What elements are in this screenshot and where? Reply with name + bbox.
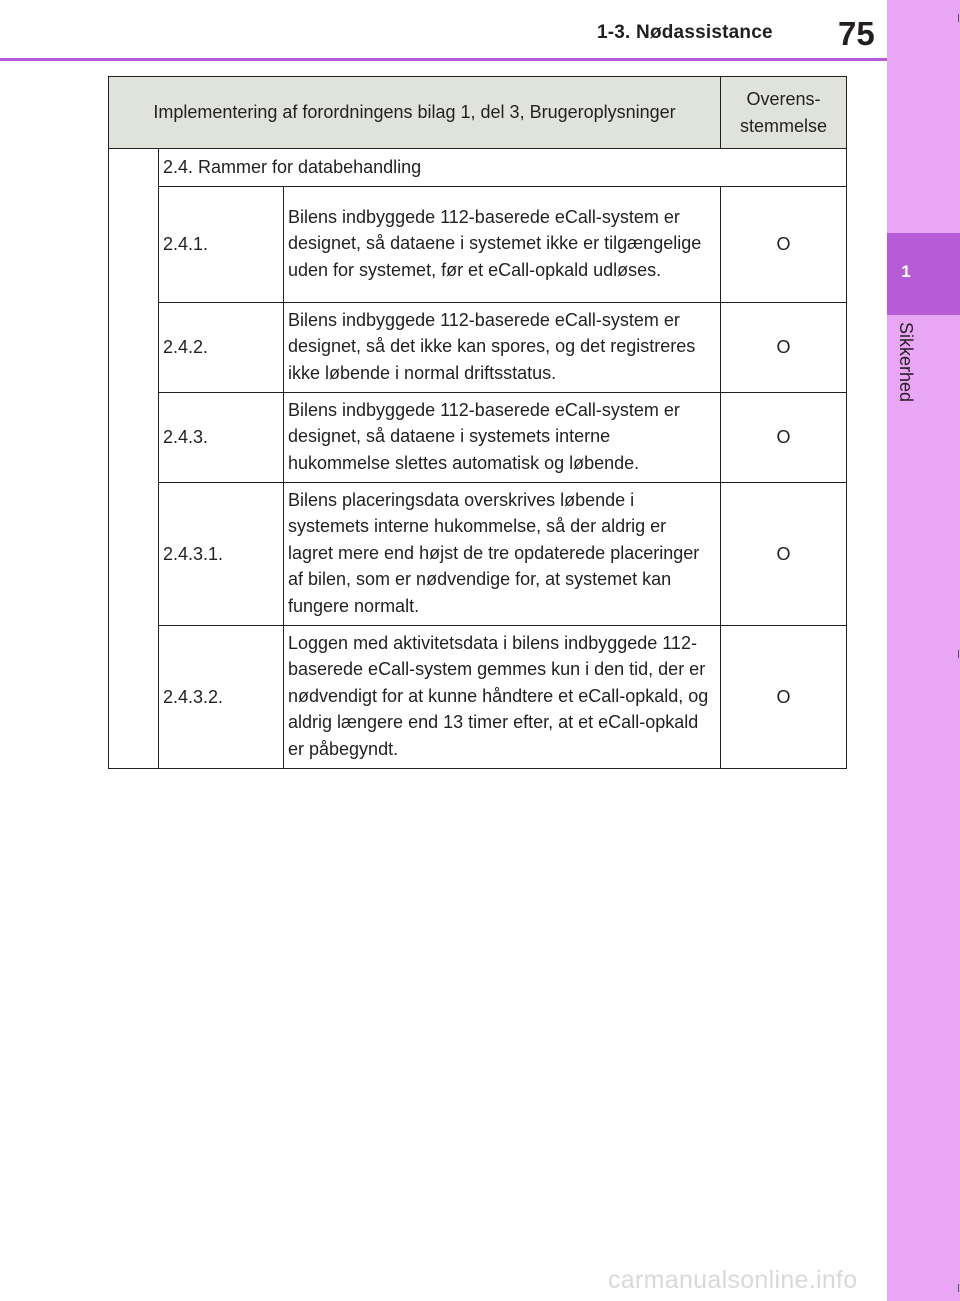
row-text: Bilens indbyggede 112-baserede eCall-system er designet, så dataene i systemets interne hukommelse slettes automatisk og løbende. bbox=[284, 393, 721, 483]
chapter-label: Sikkerhed bbox=[896, 322, 916, 403]
table-row bbox=[109, 393, 847, 483]
row-code: 2.4.1. bbox=[159, 187, 284, 303]
column-header-conformity: Overens- stemmelse bbox=[721, 77, 847, 149]
section-header-title: 1-3. Nødassistance bbox=[597, 22, 773, 43]
row-code: 2.4.2. bbox=[159, 303, 284, 393]
table-row bbox=[109, 483, 847, 626]
table-row bbox=[109, 303, 847, 393]
column-header-implementation: Implementering af forordningens bilag 1, del 3, Brugeroplysninger bbox=[109, 77, 721, 149]
row-text: Bilens placeringsdata overskrives løbende i systemets interne hukommelse, så der aldrig er lagret mere end højst de tre opdaterede placeringer af bilen, som er nødvendige for, at systemet kan fungere normalt. bbox=[284, 483, 721, 626]
crop-mark bbox=[958, 1284, 959, 1292]
crop-mark bbox=[958, 14, 959, 22]
chapter-number: 1 bbox=[901, 262, 911, 281]
side-band bbox=[887, 0, 960, 1301]
row-text: Bilens indbyggede 112-baserede eCall-system er designet, så dataene i systemet ikke er tilgængelige uden for systemet, før et eCall-opkald udløses. bbox=[284, 187, 721, 303]
watermark-text: carmanualsonline.info bbox=[608, 1266, 858, 1294]
row-text: Bilens indbyggede 112-baserede eCall-system er designet, så det ikke kan spores, og det registreres ikke løbende i normal driftsstatus. bbox=[284, 303, 721, 393]
row-code: 2.4.3. bbox=[159, 393, 284, 483]
conformity-mark: O bbox=[721, 393, 847, 483]
conformity-mark: O bbox=[721, 303, 847, 393]
blank-indent-cell bbox=[109, 149, 159, 769]
table-row bbox=[109, 187, 847, 303]
conformity-mark: O bbox=[721, 187, 847, 303]
conformity-mark: O bbox=[721, 626, 847, 769]
header-rule bbox=[0, 58, 887, 61]
table-row bbox=[109, 626, 847, 769]
row-text: Loggen med aktivitetsdata i bilens indbyggede 112-baserede eCall-system gemmes kun i den tid, der er nødvendigt for at kunne håndtere et eCall-opkald, og aldrig længere end 13 timer efter, at et eCall-opkald er påbegyndt. bbox=[284, 626, 721, 769]
conformity-mark: O bbox=[721, 483, 847, 626]
row-code: 2.4.3.2. bbox=[159, 626, 284, 769]
row-code: 2.4.3.1. bbox=[159, 483, 284, 626]
regulation-table bbox=[108, 76, 847, 769]
crop-mark bbox=[958, 650, 959, 658]
section-title-row bbox=[109, 149, 847, 187]
page-number: 75 bbox=[838, 15, 875, 52]
table-header-row bbox=[109, 77, 847, 149]
section-title: 2.4. Rammer for databehandling bbox=[159, 149, 847, 187]
